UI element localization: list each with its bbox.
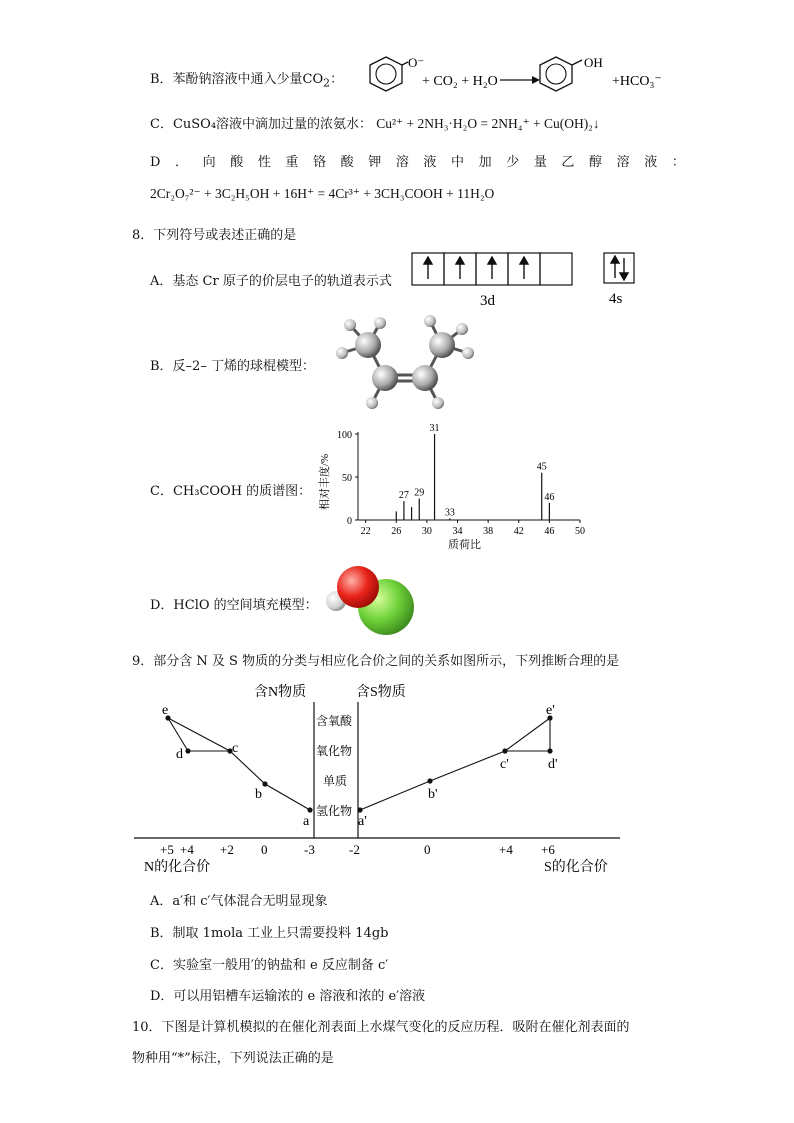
q7-option-c-equation: Cu²⁺ + 2NH₃·H₂O = 2NH₄⁺ + Cu(OH)₂↓ [376,116,600,131]
q7-option-c [150,113,600,132]
x-tick-label: 38 [483,526,494,537]
peak-label-29: 29 [414,487,425,499]
q7-option-d-equation: 2Cr₂O₇²⁻ + 3C₂H₅OH + 16H⁺ = 4Cr³⁺ + 3CH₃COOH + 11H₂O [150,186,495,201]
point-e: e [162,703,169,718]
q7-option-b-sub: 2 [323,76,331,90]
title-s: 含S物质 [356,685,406,700]
q7-option-c-text: C．CuSO₄溶液中滴加过量的浓氨水： [150,117,373,132]
paired-arrow-icon [611,256,628,280]
phenol-aromatic [546,64,566,84]
point-c-prime: c' [500,757,509,772]
q7-option-b-colon: ： [330,72,344,87]
mass-spectrum-chart [310,422,590,552]
s-tick-0: 0 [424,842,431,857]
reaction-arrowhead [532,76,540,84]
x-tick-label: 26 [391,526,402,537]
q7-option-b-text: B．苯酚钠溶液中通入少量CO [150,72,324,87]
x-tick-label: 34 [452,526,463,537]
q9-option-d: D．可以用铝槽车运输浓的 e 溶液和浓的 e′溶液 [150,989,426,1004]
x-tick-label: 30 [421,526,432,537]
s-tick-plus6: +6 [541,842,555,857]
category-hydride: 氢化物 [316,804,353,818]
point-a-prime: a' [358,814,367,829]
phenol-oh: OH [584,55,603,70]
q8-option-d: D．HClO 的空间填充模型： [150,598,318,613]
bonds [342,321,468,403]
x-tick-label: 46 [544,526,555,537]
s-lines [360,718,550,810]
title-n: 含N物质 [254,685,307,700]
q8-option-b: B．反–2– 丁烯的球棍模型： [150,359,315,374]
s-tick-minus2: -2 [349,842,360,857]
phenol-bond [572,60,582,65]
product-hco3: +HCO₃⁻ [612,74,662,89]
phenoxide-aromatic [376,64,396,84]
cr-orbital-diagram [410,250,650,310]
y-tick-label: 50 [342,473,352,484]
q9-option-b: B．制取 1mola 工业上只需要投料 14gb [150,926,389,941]
reactants-co2-h2o: + CO₂ + H₂O [422,74,498,89]
s-points [357,715,552,812]
category-oxide: 氧化物 [316,744,353,758]
n-lines [168,718,310,810]
label-3d: 3d [480,293,495,309]
hclo-space-filling-model [322,563,422,643]
hydrogen-atoms [336,315,474,409]
n-tick-plus5: +5 [160,842,174,857]
q8-option-c: C．CH₃COOH 的质谱图： [150,484,312,499]
point-e-prime: e' [546,703,555,718]
x-tick-label: 50 [575,526,585,537]
peak-label-45: 45 [536,461,547,473]
point-d-prime: d' [548,757,558,772]
x-tick-label: 22 [360,526,371,537]
x-tick-label: 42 [513,526,524,537]
n-points [165,715,312,812]
phenoxide-o-minus: O⁻ [408,55,425,70]
q10-stem-line1: 10．下图是计算机模拟的在催化剂表面上水煤气变化的反应历程．吸附在催化剂表面的 [132,1020,630,1035]
n-axis-label: N的化合价 [144,860,211,875]
orbital-box-4s [604,253,634,283]
n-tick-minus3: -3 [304,842,315,857]
q7-option-d: D．向酸性重铬酸钾溶液中加少量乙醇溶液： [150,155,700,170]
q8-stem: 8．下列符号或表述正确的是 [132,228,297,243]
phenol-ring [540,57,572,91]
butene-ball-stick-model [330,313,480,413]
phenoxide-ring [370,57,402,91]
y-tick-label: 100 [337,430,352,441]
category-acid: 含氧酸 [316,714,353,728]
q9-option-a: A．a′和 c′气体混合无明显现象 [150,894,328,909]
point-a: a [303,814,310,829]
n-tick-plus4: +4 [180,842,194,857]
q9-stem: 9．部分含 N 及 S 物质的分类与相应化合价之间的关系如图所示，下列推断合理的是 [132,654,620,669]
q7-phenol-equation [350,55,680,105]
y-tick-label: 0 [347,516,352,527]
point-c: c [232,741,239,756]
point-d: d [176,747,183,762]
oxygen-atom [337,566,379,608]
s-tick-plus4: +4 [499,842,513,857]
orbital-box-5 [540,253,572,285]
label-4s: 4s [609,291,623,307]
peak-label-33: 33 [444,507,455,519]
x-axis-label: 质荷比 [448,539,481,551]
s-axis-label: S的化合价 [544,860,608,875]
q7-option-b [150,68,343,90]
peak-label-46: 46 [544,491,555,503]
q8-option-a: A．基态 Cr 原子的价层电子的轨道表示式 [150,274,392,289]
n-tick-plus2: +2 [220,842,234,857]
point-b: b [255,787,262,802]
n-s-valence-diagram [130,676,630,876]
peak-label-31: 31 [429,423,440,434]
category-element: 单质 [323,774,348,788]
point-b-prime: b' [428,787,438,802]
peak-label-27: 27 [398,490,409,502]
n-tick-0: 0 [261,842,268,857]
y-axis-label: 相对丰度/% [319,453,331,510]
q10-stem-line2: 物种用“*”标注，下列说法正确的是 [132,1051,334,1066]
q9-option-c: C．实验室一般用′的钠盐和 e 反应制备 c′ [150,958,389,973]
